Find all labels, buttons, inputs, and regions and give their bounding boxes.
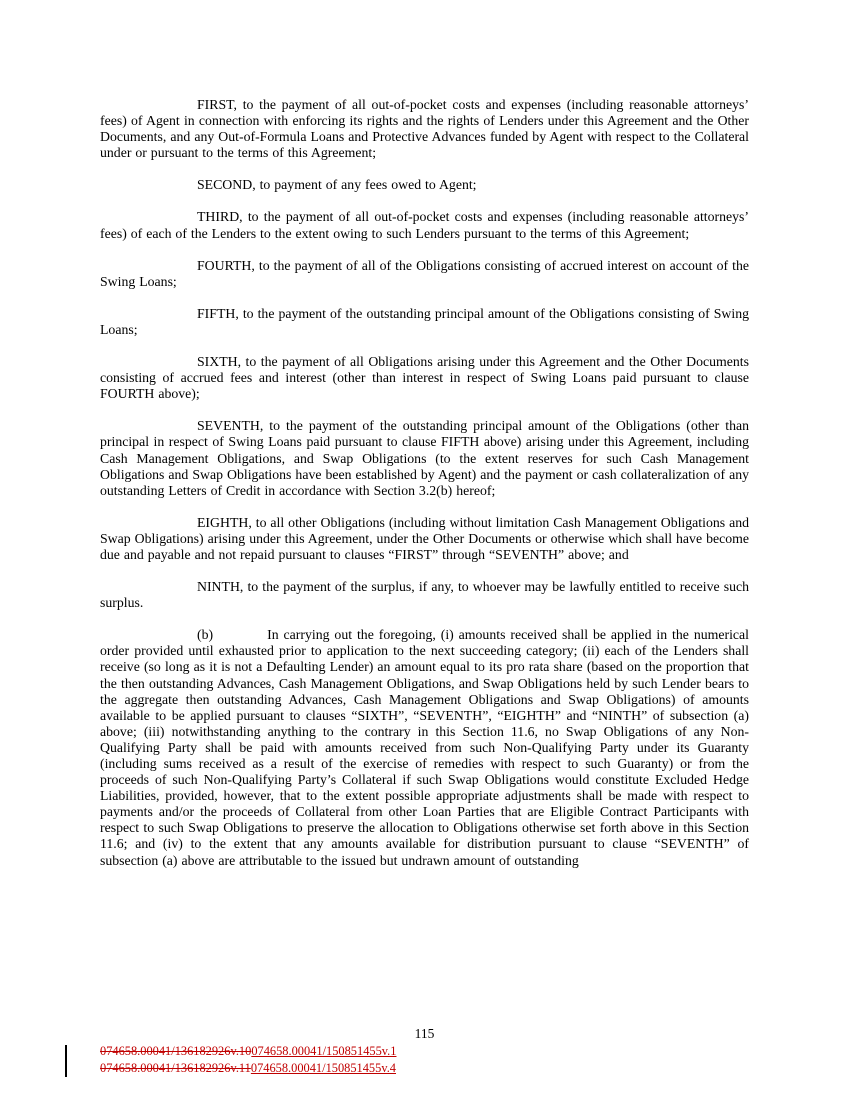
page-number: 115 (414, 1026, 435, 1041)
paragraph-clause-fifth: FIFTH, to the payment of the outstanding principal amount of the Obligations consisting of Swing Loans; (100, 305, 749, 337)
paragraph-clause-fourth: FOURTH, to the payment of all of the Obligations consisting of accrued interest on account of the Swing Loans; (100, 257, 749, 289)
footer-line (100, 1043, 396, 1060)
paragraph-clause-second: SECOND, to payment of any fees owed to Agent; (197, 177, 477, 193)
paragraph-clause-sixth: SIXTH, to the payment of all Obligations arising under this Agreement and the Other Documents consisting of accrued fees and interest (other than interest in respect of Swing Loans paid pursuant to clause FOURTH above); (100, 354, 749, 402)
paragraph-subsection-b: (b) In carrying out the foregoing, (i) amounts received shall be applied in the numerical order provided until exhausted prior to application to the next succeeding category; (ii) each of the Lenders shall receive (so long as it is not a Defaulting Lender) an amount equal to its pro rata share (based on the proportion that the then outstanding Advances, Cash Management Obligations, and Swap Obligations held by such Lender bears to the aggregate then outstanding Advances, Cash Management Obligations and Swap Obligations) of amounts available to be applied pursuant to clauses “SIXTH”, “SEVENTH”, “EIGHTH” and “NINTH” of subsection (a) above; (iii) notwithstanding anything to the contrary in this Section 11.6, no Swap Obligations of any Non-Qualifying Party shall be paid with amounts received from such Non-Qualifying Party under its Guaranty (including sums received as a result of the exercise of remedies with respect to such Guaranty) or from the proceeds of such Non-Qualifying Party’s Collateral if such Swap Obligations would constitute Excluded Hedge Liabilities, provided, however, that to the extent possible appropriate adjustments shall be made with respect to payments and/or the proceeds of Collateral from other Loan Parties that are Eligible Contract Participants with respect to such Swap Obligations to preserve the allocation to Obligations otherwise set forth above in this Section 11.6; and (iv) to the extent that any amounts available for distribution pursuant to clause “SEVENTH” of subsection (a) above are attributable to the issued but undrawn amount of outstanding (100, 627, 749, 868)
change-bar (65, 1045, 67, 1077)
paragraph-clause-ninth: NINTH, to the payment of the surplus, if any, to whoever may be lawfully entitled to receive such surplus. (100, 579, 749, 611)
document-id-footer (100, 1043, 396, 1076)
inserted-doc-id: 074658.00041/150851455v.1 (251, 1044, 397, 1058)
paragraph-clause-seventh: SEVENTH, to the payment of the outstanding principal amount of the Obligations (other than principal in respect of Swing Loans paid pursuant to clause FIFTH above) arising under this Agreement, including Cash Management Obligations, and Swap Obligations (to the extent reserves for such Cash Management Obligations and Swap Obligations have been established by Agent) and the payment or cash collateralization of any outstanding Letters of Credit in accordance with Section 3.2(b) hereof; (100, 418, 749, 498)
deleted-doc-id: 074658.00041/136182926v.10 (100, 1044, 252, 1058)
deleted-doc-id: 074658.00041/136182926v.11 (100, 1060, 251, 1075)
paragraph-clause-third: THIRD, to the payment of all out-of-pocket costs and expenses (including reasonable attorneys’ fees) of each of the Lenders to the extent owing to such Lenders pursuant to the terms of this Agreement; (100, 209, 749, 241)
footer-line (100, 1060, 396, 1077)
paragraph-clause-first: FIRST, to the payment of all out-of-pocket costs and expenses (including reasonable attorneys’ fees) of Agent in connection with enforcing its rights and the rights of Lenders under this Agreement and the Other Documents, and any Out-of-Formula Loans and Protective Advances funded by Agent with respect to the Collateral under or pursuant to the terms of this Agreement; (100, 97, 749, 161)
inserted-doc-id: 074658.00041/150851455v.4 (250, 1060, 397, 1075)
paragraph-clause-eighth: EIGHTH, to all other Obligations (including without limitation Cash Management Obligations and Swap Obligations) arising under this Agreement, under the Other Documents or otherwise which shall have become due and payable and not repaid pursuant to clauses “FIRST” through “SEVENTH” above; and (100, 514, 749, 562)
document-body (100, 97, 749, 885)
